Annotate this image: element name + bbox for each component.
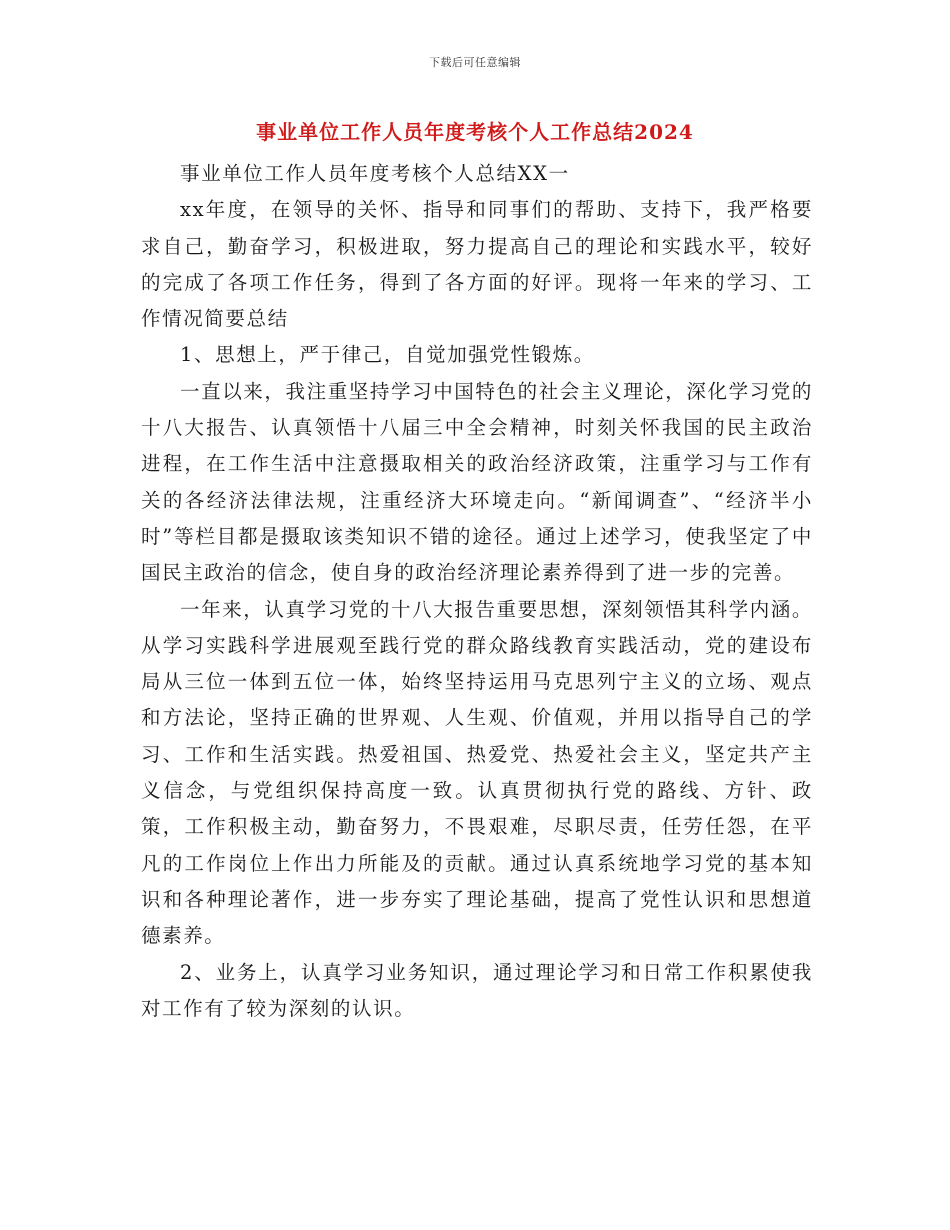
paragraph-intro: xx年度，在领导的关怀、指导和同事们的帮助、支持下，我严格要求自己，勤奋学习，积极进取，努力提高自己的理论和实践水平，较好的完成了各项工作任务，得到了各方面的好评。现将一年来的学习、工作情况简要总结	[141, 198, 813, 331]
document-body	[141, 156, 813, 1027]
header-note: 下载后可任意编辑	[429, 56, 521, 69]
paragraph-party-study: 一年来，认真学习党的十八大报告重要思想，深刻领悟其科学内涵。从学习实践科学进展观至践行党的群众路线教育实践活动，党的建设布局从三位一体到五位一体，始终坚持运用马克思列宁主义的立场、观点和方法论，坚持正确的世界观、人生观、价值观，并用以指导自己的学习、工作和生活实践。热爱祖国、热爱党、热爱社会主义，坚定共产主义信念，与党组织保持高度一致。认真贯彻执行党的路线、方针、政策，工作积极主动，勤奋努力，不畏艰难，尽职尽责，任劳任怨，在平凡的工作岗位上作出力所能及的贡献。通过认真系统地学习党的基本知识和各种理论著作，进一步夯实了理论基础，提高了党性认识和思想道德素养。	[141, 597, 814, 948]
paragraph-heading-1: 1、思想上，严于律己，自觉加强党性锻炼。	[180, 343, 595, 367]
paragraph-heading-2: 2、业务上，认真学习业务知识，通过理论学习和日常工作积累使我对工作有了较为深刻的认识。	[141, 960, 813, 1020]
paragraph-subtitle: 事业单位工作人员年度考核个人总结XX一	[180, 162, 570, 185]
document-title: 事业单位工作人员年度考核个人工作总结2024	[256, 120, 694, 144]
paragraph-theory-study: 一直以来，我注重坚持学习中国特色的社会主义理论，深化学习党的十八大报告、认真领悟十八届三中全会精神，时刻关怀我国的民主政治进程，在工作生活中注意摄取相关的政治经济政策，注重学习与工作有关的各经济法律法规，注重经济大环境走向。“新闻调查”、“经济半小时”等栏目都是摄取该类知识不错的途径。通过上述学习，使我坚定了中国民主政治的信念，使自身的政治经济理论素养得到了进一步的完善。	[141, 379, 814, 585]
